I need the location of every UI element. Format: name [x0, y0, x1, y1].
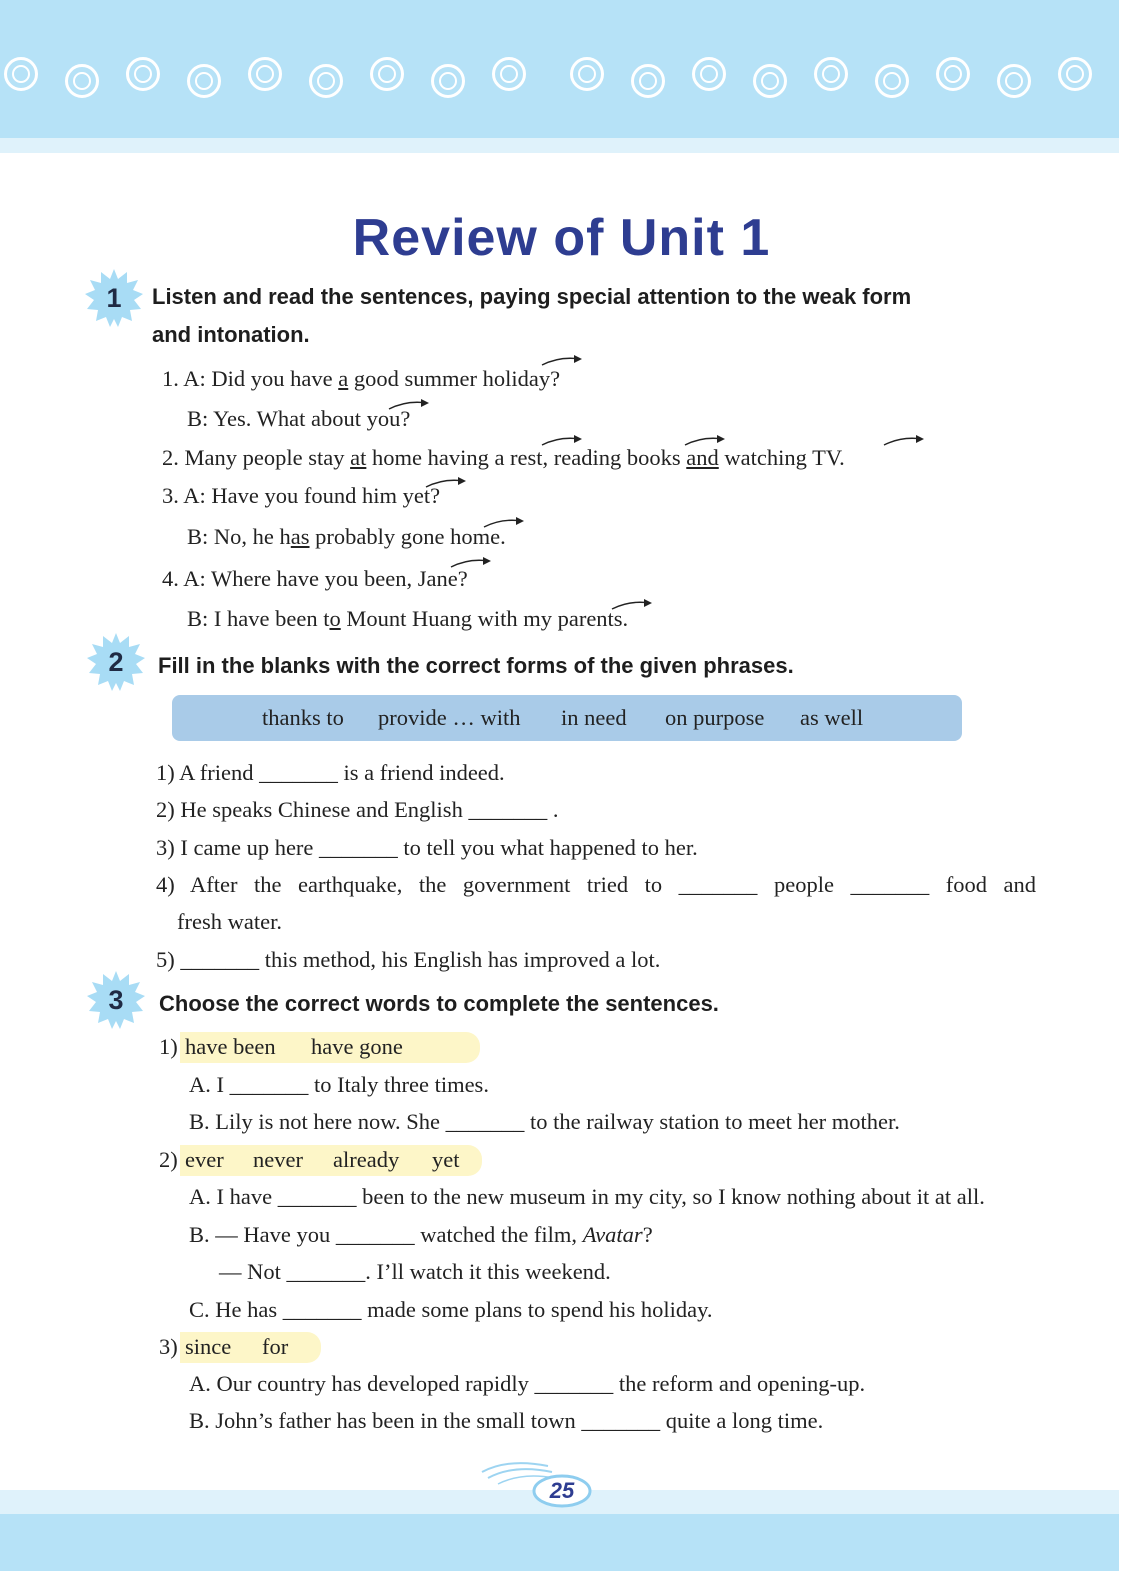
dialogue-text: Many people stay [184, 445, 351, 470]
page-number: 25 [549, 1478, 575, 1503]
exercise-sentence: 3) I came up here _______ to tell you what happened to her. [156, 835, 698, 860]
ring-decoration-icon [248, 57, 282, 91]
dialogue-line [162, 364, 560, 394]
footer-band [0, 1514, 1119, 1571]
section-number: 2 [108, 647, 124, 677]
film-title: Avatar [582, 1222, 643, 1247]
dialogue-line [162, 564, 468, 594]
sentence-text: ? [642, 1222, 653, 1247]
weak-form-underline: and [686, 445, 719, 470]
dialogue-text: I have been t [213, 606, 330, 631]
ring-decoration-icon [814, 57, 848, 91]
word-option: for [262, 1334, 289, 1359]
dialogue-line [187, 604, 628, 634]
word-option: since [185, 1334, 232, 1359]
phrase-option: as well [800, 705, 864, 730]
ring-decoration-icon [1058, 57, 1092, 91]
dialogue-text: watching TV. [718, 445, 845, 470]
rising-intonation-arrow-icon [683, 434, 727, 448]
exercise-sentence: A. I have _______ been to the new museum in my city, so I know nothing about it at all. [189, 1184, 985, 1209]
ring-decoration-icon [126, 57, 160, 91]
ring-decoration-icon [431, 64, 465, 98]
item-label: 2. [162, 445, 179, 470]
rising-intonation-arrow-icon [449, 556, 493, 570]
word-option: have gone [311, 1034, 403, 1059]
section-number-badge [85, 269, 143, 327]
weak-form-underline: o [329, 606, 341, 631]
falling-intonation-arrow-icon [882, 434, 926, 448]
exercise-sentence: — Not _______. I’ll watch it this weekend. [219, 1259, 611, 1284]
exercise-sentence: 2) He speaks Chinese and English _______ . [156, 797, 559, 822]
phrase-option: in need [561, 705, 627, 730]
dialogue-text: No, he h [213, 524, 291, 549]
exercise-sentence: A. Our country has developed rapidly _______ the reform and opening-up. [189, 1371, 866, 1396]
instruction-line: and intonation. [152, 322, 310, 347]
exercise-sentence: C. He has _______ made some plans to spend his holiday. [189, 1297, 713, 1322]
exercise-sentence: 1) A friend _______ is a friend indeed. [156, 760, 505, 785]
exercise-sentence: 5) _______ this method, his English has improved a lot. [156, 947, 661, 972]
rising-intonation-arrow-icon [540, 354, 584, 368]
ring-decoration-icon [692, 57, 726, 91]
word-option: have been [185, 1034, 276, 1059]
dialogue-line [162, 443, 845, 473]
dialogue-text: home having a rest, reading books [366, 445, 687, 470]
section-3-instruction: Choose the correct words to complete the sentences. [159, 991, 719, 1016]
ring-decoration-icon [492, 57, 526, 91]
exercise-sentence: fresh water. [177, 909, 282, 934]
dialogue-line [162, 481, 440, 511]
ring-decoration-icon [875, 64, 909, 98]
section-number: 1 [106, 283, 122, 313]
section-2-instruction: Fill in the blanks with the correct forms of the given phrases. [158, 653, 794, 678]
page-title: Review of Unit 1 [352, 209, 771, 267]
dialogue-text: good summer holiday? [348, 366, 561, 391]
item-label: B: [187, 406, 209, 431]
ring-decoration-icon [309, 64, 343, 98]
item-label: 1. A: [162, 366, 206, 391]
rising-intonation-arrow-icon [387, 398, 431, 412]
ring-decoration-icon [997, 64, 1031, 98]
ring-decoration-icon [631, 64, 665, 98]
section-number-badge [87, 633, 145, 691]
dialogue-text: Where have you been, Jane? [210, 566, 468, 591]
exercise-sentence: A. I _______ to Italy three times. [189, 1072, 489, 1097]
weak-form-underline: a [338, 366, 349, 391]
sentence-text: B. — Have you _______ watched the film, [189, 1222, 583, 1247]
rising-intonation-arrow-icon [540, 434, 584, 448]
section-number: 3 [108, 985, 124, 1015]
exercise-sentence: B. Lily is not here now. She _______ to the railway station to meet her mother. [189, 1109, 900, 1134]
dialogue-text: Did you have [211, 366, 339, 391]
phrase-option: provide … with [378, 705, 521, 730]
dialogue-line [187, 404, 410, 434]
weak-form-underline: at [350, 445, 367, 470]
dialogue-line [187, 522, 506, 552]
section-1-instruction [152, 278, 911, 354]
instruction-line: Listen and read the sentences, paying special attention to the weak form [152, 284, 912, 309]
dialogue-text: Have you found him yet? [211, 483, 441, 508]
page-number-badge [532, 1474, 592, 1508]
ring-decoration-icon [753, 64, 787, 98]
phrase-word-box [172, 695, 962, 741]
rising-intonation-arrow-icon [424, 476, 468, 490]
word-option: never [253, 1147, 303, 1172]
group-label: 2) [159, 1147, 178, 1172]
exercise-sentence [189, 1220, 653, 1250]
header-stripe [0, 138, 1119, 153]
exercise-sentence: B. John’s father has been in the small town _______ quite a long time. [189, 1408, 824, 1433]
word-option: already [333, 1147, 400, 1172]
dialogue-text: Mount Huang with my parents. [340, 606, 629, 631]
weak-form-underline: as [290, 524, 310, 549]
ring-decoration-icon [370, 57, 404, 91]
phrase-option: on purpose [665, 705, 765, 730]
group-label: 3) [159, 1334, 178, 1359]
item-label: B: [187, 524, 209, 549]
falling-intonation-arrow-icon [610, 598, 654, 612]
word-option: ever [185, 1147, 224, 1172]
phrase-option: thanks to [262, 705, 344, 730]
section-number-badge [87, 971, 145, 1029]
ring-decoration-icon [570, 57, 604, 91]
falling-intonation-arrow-icon [482, 516, 526, 530]
ring-decoration-icon [187, 64, 221, 98]
word-option: yet [432, 1147, 460, 1172]
item-label: 3. A: [162, 483, 206, 508]
ring-decoration-icon [4, 57, 38, 91]
ring-decoration-icon [65, 64, 99, 98]
ring-decoration-icon [936, 57, 970, 91]
item-label: B: [187, 606, 209, 631]
item-label: 4. A: [162, 566, 206, 591]
exercise-sentence: 4) After the earthquake, the government tried to _______ people _______ food and [156, 872, 1036, 897]
dialogue-text: Yes. What about you? [213, 406, 411, 431]
group-label: 1) [159, 1034, 178, 1059]
dialogue-text: probably gone home. [309, 524, 506, 549]
